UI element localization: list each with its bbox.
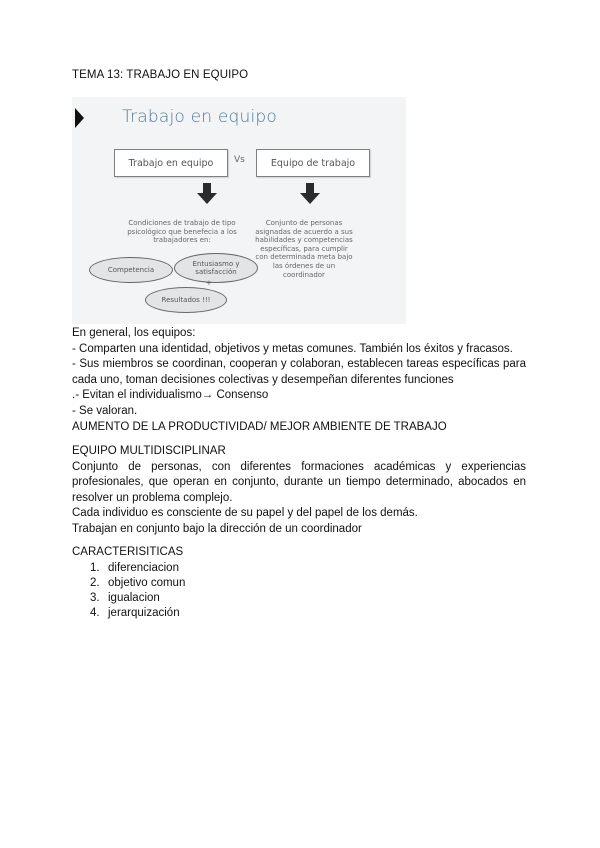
text-line: Cada individuo es consciente de su papel y del papel de los demás. [72,507,418,520]
slide-title: Trabajo en equipo [122,107,278,127]
section-heading: EQUIPO MULTIDISCIPLINAR [72,445,226,457]
section-caracteristicas [72,545,526,622]
text-line: Trabajan en conjunto bajo la dirección de un coordinador [72,522,362,535]
list-number: 4. [90,607,100,620]
slide-image [72,97,406,324]
text-line: - Sus miembros se coordinan, cooperan y colaboran, establecen tareas específicas para cada uno, toman decisiones colectivas y desempeñan diferentes funciones [72,358,526,386]
list-number: 1. [90,561,100,574]
paragraph: Conjunto de personas, con diferentes formaciones académicas y experiencias profesionales, que operan en conjunto, durante un tiempo determinado, abocados en resolver un problema complejo. [72,460,526,504]
text-line: - Comparten una identidad, objetivos y metas comunes. También los éxitos y fracasos. [72,342,513,355]
down-arrow-icon [196,183,218,205]
list-item-text: objetivo comun [108,576,186,589]
document-title: TEMA 13: TRABAJO EN EQUIPO [72,69,249,81]
section-multidisciplinar [72,444,526,538]
slide-marker-icon [75,108,84,128]
text-line: - Se valoran. [72,404,138,417]
list-number: 2. [90,576,100,589]
list-item-text: diferenciacion [108,561,179,574]
text-line: AUMENTO DE LA PRODUCTIVIDAD/ MEJOR AMBIENTE DE TRABAJO [72,420,447,433]
list-item [72,606,526,621]
slide-vs-label: Vs [234,155,245,165]
slide-box-equipo-de-trabajo: Equipo de trabajo [256,149,370,177]
down-arrow-icon [299,183,321,205]
list-item [72,561,526,576]
slide-text-conjunto: Conjunto de personas asignadas de acuerdo a sus habilidades y competencias específicas, para cumplir con determinada meta bajo las órdenes de un coordinador [255,219,353,279]
section-equipos [72,326,526,435]
list-number: 3. [90,592,100,605]
numbered-list [72,561,526,622]
list-item [72,591,526,606]
section-heading: CARACTERISITICAS [72,546,184,558]
text-line: .- Evitan el individualismo→ Consenso [72,389,269,402]
slide-plus-sign: + [206,279,212,287]
list-item [72,576,526,591]
list-item-text: jerarquización [108,607,180,620]
text-line: En general, los equipos: [72,327,196,339]
slide-ellipse-competencia: Competencia [89,257,173,283]
slide-box-trabajo-en-equipo: Trabajo en equipo [114,149,228,177]
slide-text-condiciones: Condiciones de trabajo de tipo psicológico que benefecia a los trabajadores en: [127,219,237,245]
slide-ellipse-resultados: Resultados !!! [145,287,227,313]
slide-ellipse-entusiasmo: Entusiasmo y satisfacción [174,253,258,283]
list-item-text: igualacion [108,592,160,605]
